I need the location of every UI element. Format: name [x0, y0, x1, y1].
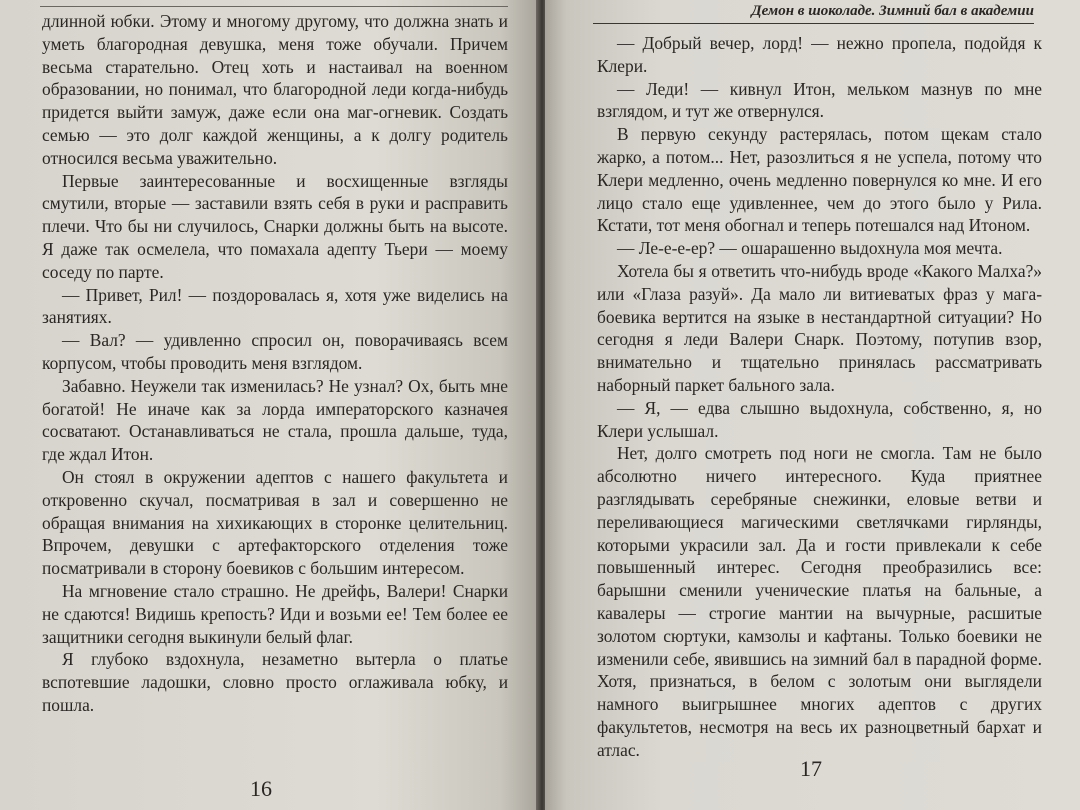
right-page-number: 17: [800, 756, 822, 781]
right-paragraph-4: — Ле-е-е-ер? — ошарашенно выдохнула моя мечта.: [617, 238, 1003, 259]
right-paragraph-5: Хотела бы я ответить что-нибудь вроде «Какого Малха?» или «Глаза разуй». Да мало ли витиеватых фраз у мага-боевика вертится на языке в нестандартной ситуации? Но сегодня я леди Валери Снарк. Поэтому, потупив взор, внимательно и тщательно принялась рассматривать наборный паркет бального зала.: [597, 260, 1042, 395]
running-head: Демон в шоколаде. Зимний бал в академии: [593, 0, 1034, 24]
left-paragraph-8: Я глубоко вздохнула, незаметно вытерла о платье вспотевшие ладошки, словно просто оглаживала юбку, и пошла.: [42, 649, 508, 715]
right-page-text: [597, 32, 1042, 762]
left-paragraph-6: Он стоял в окружении адептов с нашего факультета и откровенно скучал, посматривая в зал и совершенно не обращая внимания на хихикающих в сторонке целительниц. Впрочем, девушки с артефакторского отделения тоже посматривали в сторону боевиков с большим интересом.: [42, 466, 508, 579]
left-paragraph-2: Первые заинтересованные и восхищенные взгляды смутили, вторые — заставили взять себя в руки и расправить плечи. Что бы ни случилось, Снарки должны быть на высоте. Я даже так осмелела, что помахала адепту Тьери — моему соседу по парте.: [42, 170, 508, 282]
left-paragraph-5: Забавно. Неужели так изменилась? Не узнал? Ох, быть мне богатой! Не иначе как за лорда императорского казначея сосватают. Останавливаться не стала, прошла дальше, туда, где ждал Итон.: [42, 375, 508, 465]
left-paragraph-3: — Привет, Рил! — поздоровалась я, хотя уже виделись на занятиях.: [42, 284, 508, 328]
left-top-edge: [40, 6, 508, 7]
right-paragraph-3: В первую секунду растерялась, потом щекам стало жарко, а потом... Нет, разозлиться я не успела, потому что Клери медленно, очень медленно повернулся ко мне. И его лицо стало еще удивленнее, чем до этого было у Рила. Кстати, тот меня обогнал и теперь потешался над Итоном.: [597, 124, 1042, 236]
right-paragraph-1: — Добрый вечер, лорд! — нежно пропела, подойдя к Клери.: [597, 33, 1042, 76]
right-page: [545, 0, 1080, 810]
left-paragraph-4: — Вал? — удивленно спросил он, поворачиваясь всем корпусом, чтобы проводить меня взглядом.: [42, 330, 508, 373]
left-page-text: [42, 10, 508, 717]
left-page: [0, 0, 538, 810]
right-paragraph-2: — Леди! — кивнул Итон, мельком мазнув по мне взглядом, и тут же отвернулся.: [597, 78, 1042, 122]
right-paragraph-7: Нет, долго смотреть под ноги не смогла. Там не было абсолютно ничего интересного. Куда приятнее разглядывать серебряные снежинки, еловые ветви и переливающиеся магическими светлячками гирлянды, которыми украсили зал. Да и гости привлекали к себе повышенный интерес. Сегодня преобразились все: барышни сменили ученические платья на бальные, а кавалеры — строгие мантии на вычурные, расшитые золотом сюртуки, камзолы и кафтаны. Только боевики не изменили себе, явившись на зимний бал в парадной форме. Хотя, признаться, в белом с золотым они выглядели намного выигрышнее многих адептов с других факультетов, несмотря на весь их разноцветный бархат и атлас.: [597, 443, 1042, 760]
left-paragraph-7: На мгновение стало страшно. Не дрейфь, Валери! Снарки не сдаются! Видишь крепость? Иди и возьми ее! Тем более ее защитники сегодня выкинули белый флаг.: [42, 580, 508, 647]
right-paragraph-6: — Я, — едва слышно выдохнула, собственно, я, но Клери услышал.: [597, 397, 1042, 441]
left-page-number: 16: [250, 776, 272, 801]
left-paragraph-1: длинной юбки. Этому и многому другому, что должна знать и уметь благородная девушка, меня тоже обучали. Причем весьма старательно. Отец хоть и настаивал на военном образовании, но понимал, что благородной леди когда-нибудь придется выйти замуж, даже если она маг-огневик. Создать семью — это долг каждой женщины, а к долгу родитель относился весьма уважительно.: [42, 11, 508, 168]
